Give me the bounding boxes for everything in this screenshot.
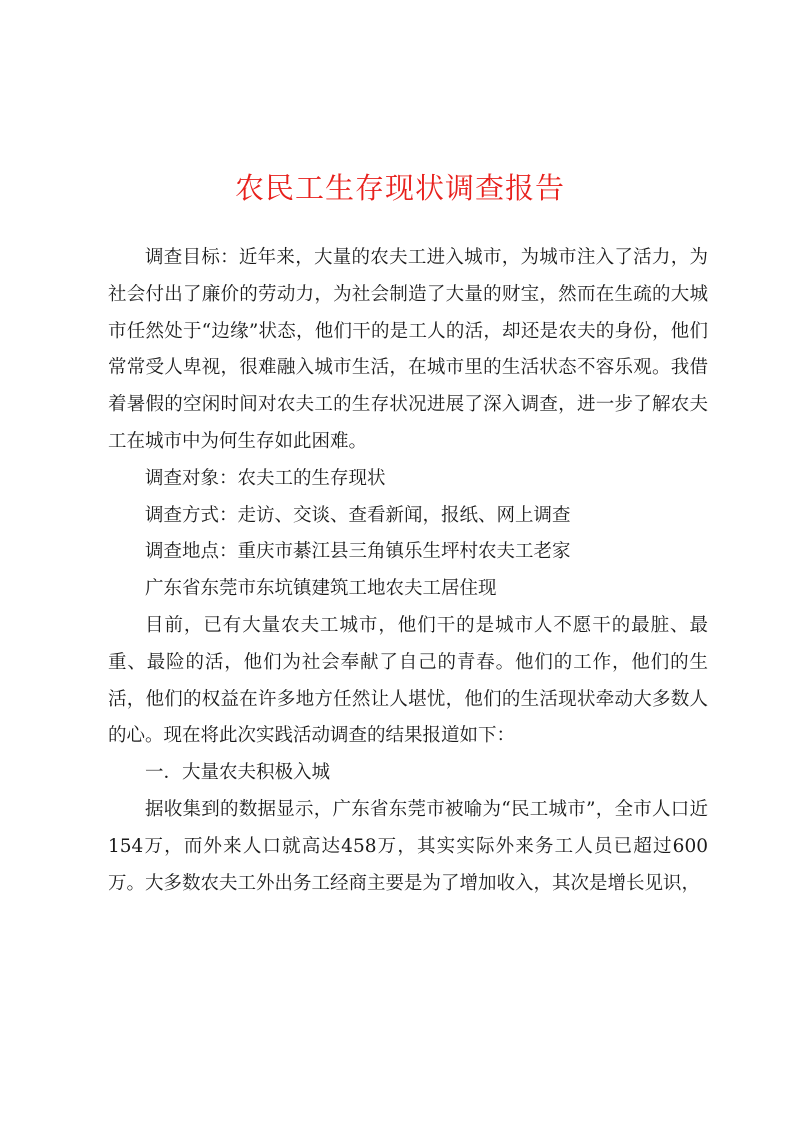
paragraph-statistics: 据收集到的数据显示，广东省东莞市被喻为“民工城市”，全市人口近154万，而外来人口就高达458万，其实实际外来务工人员已超过600万。大多数农夫工外出务工经商主要是为了增加收入，其次是增长见识， — [108, 798, 708, 894]
paragraph-survey-location-2: 广东省东莞市东坑镇建筑工地农夫工居住现 — [145, 578, 497, 600]
paragraph-intro: 目前，已有大量农夫工城市，他们干的是城市人不愿干的最脏、最重、最险的活，他们为社会奉献了自己的青春。他们的工作，他们的生活，他们的权益在许多地方任然让人堪忧，他们的生活现状牵动大多数人的心。现在将此次实践活动调查的结果报道如下： — [108, 614, 708, 747]
section-heading-1: 一．大量农夫积极入城 — [145, 762, 331, 784]
paragraph-survey-subject: 调查对象：农夫工的生存现状 — [145, 467, 386, 489]
paragraph-survey-goal: 调查目标：近年来，大量的农夫工进入城市，为城市注入了活力，为社会付出了廉价的劳动力，为社会制造了大量的财宝，然而在生疏的大城市任然处于“边缘”状态，他们干的是工人的活，却还是农夫的身份，他们常常受人卑视，很难融入城市生活，在城市里的生活状态不容乐观。我借着暑假的空闲时间对农夫工的生存状况进展了深入调查，进一步了解农夫工在城市中为何生存如此困难。 — [108, 247, 708, 452]
paragraph-survey-location: 调查地点：重庆市綦江县三角镇乐生坪村农夫工老家 — [145, 541, 571, 563]
paragraph-survey-method: 调查方式：走访、交谈、查看新闻，报纸、网上调查 — [145, 504, 571, 526]
document-title: 农民工生存现状调查报告 — [234, 171, 565, 205]
document-body — [108, 240, 708, 902]
